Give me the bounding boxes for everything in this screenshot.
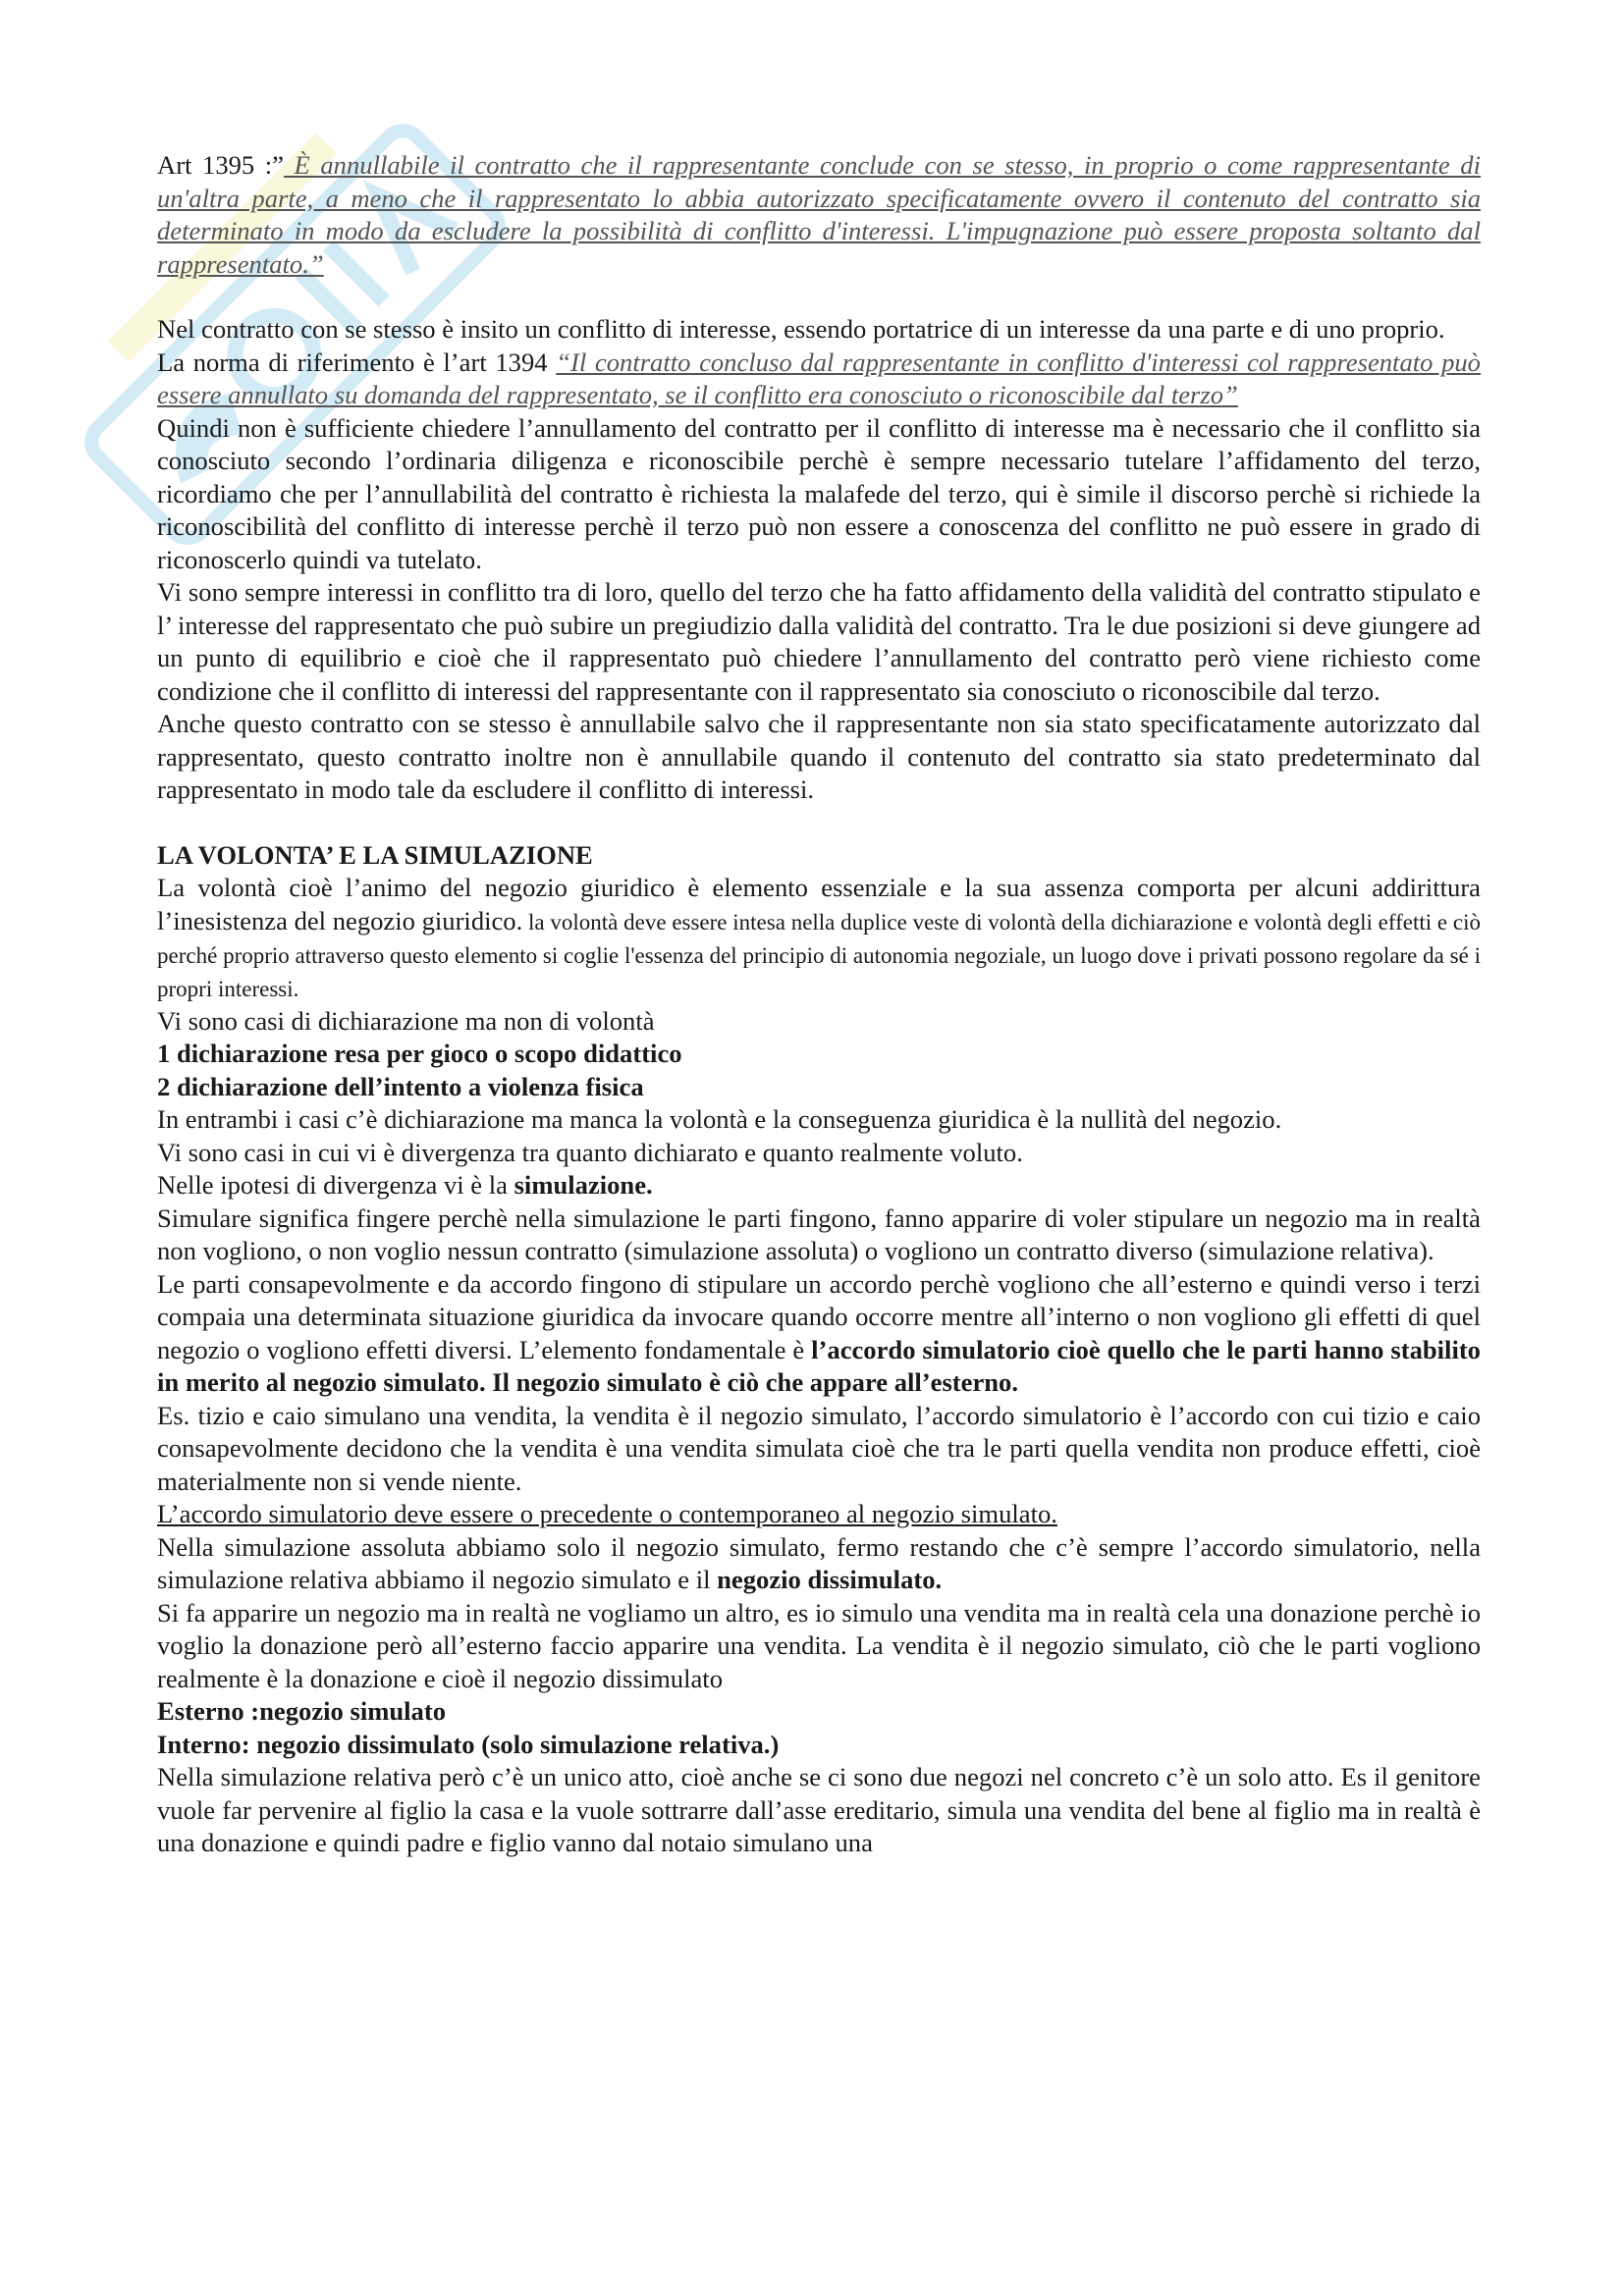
paragraph-divergenza: Vi sono casi in cui vi è divergenza tra quanto dichiarato e quanto realmente voluto.	[157, 1137, 1023, 1167]
paragraph-simulare: Simulare significa fingere perchè nella simulazione le parti fingono, fanno apparire di voler stipulare un negozio ma in realtà non vogliono, o non voglio nessun contratto (simulazione assoluta) o vogliono un contratto diverso (simulazione relativa).	[157, 1202, 1481, 1265]
paragraph-assoluta-relativa: Nella simulazione assoluta abbiamo solo il negozio simulato, fermo restando che c’è sempre l’accordo simulatorio, nella simulazione relativa abbiamo il negozio simulato e il negozio dissimulato.	[157, 1531, 1481, 1594]
paragraph-self-contract: Anche questo contratto con se stesso è annullabile salvo che il rappresentante non sia stato specificatamente autorizzato dal rappresentato, questo contratto inoltre non è annullabile quando il contenuto del contratto sia stato predeterminato dal rappresentato in modo tale da escludere il conflitto di interessi.	[157, 709, 1481, 804]
document-body	[157, 149, 1481, 1860]
paragraph-nullita: In entrambi i casi c’è dichiarazione ma manca la volontà e la conseguenza giuridica è la nullità del negozio.	[157, 1104, 1282, 1134]
paragraph-unico-atto: Nella simulazione relativa però c’è un unico atto, cioè anche se ci sono due negozi nel concreto c’è un solo atto. Es il genitore vuole far pervenire al figlio la casa e la vuole sottrarre dall’asse ereditario, simula una vendita del bene al figlio ma in realtà è una donazione e quindi padre e figlio vanno dal notaio simulano una	[157, 1762, 1481, 1857]
paragraph-conflict: Nel contratto con se stesso è insito un conflitto di interesse, essendo portatrice di un interesse da una parte e di uno proprio.	[157, 314, 1445, 344]
paragraph-art-1395	[157, 149, 1481, 281]
paragraph-annulment: Quindi non è sufficiente chiedere l’annullamento del contratto per il conflitto di interesse ma è necessario che il conflitto sia conosciuto secondo l’ordinaria diligenza e riconoscibile perchè è sempre necessario tutelare l’affidamento del terzo, ricordiamo che per l’annullabilità del contratto è richiesta la malafede del terzo, qui è simile il discorso perchè si richiede la riconoscibilità del conflitto di interesse perchè il terzo può non essere a conoscenza del conflitto ne può essere in grado di riconoscerlo quindi va tutelato.	[157, 412, 1481, 574]
paragraph-volonta: La volontà cioè l’animo del negozio giuridico è elemento essenziale e la sua assenza comporta per alcuni addirittura l’inesistenza del negozio giuridico. la volontà deve essere intesa nella duplice veste di volontà della dichiarazione e volontà degli effetti e ciò perché proprio attraverso questo elemento si coglie l'essenza del principio di autonomia negoziale, un luogo dove i privati possono regolare da sé i propri interessi.	[157, 873, 1481, 1001]
paragraph-accordo: Le parti consapevolmente e da accordo fingono di stipulare un accordo perchè vogliono che all’esterno e quindi verso i terzi compaia una determinata situazione giuridica da invocare quando occorre mentre all’interno o non vogliono gli effetti di quel negozio o vogliono effetti diversi. L’elemento fondamentale è l’accordo simulatorio cioè quello che le parti hanno stabilito in merito al negozio simulato. Il negozio simulato è ciò che appare all’esterno.	[157, 1268, 1481, 1397]
label-interno: Interno: negozio dissimulato (solo simulazione relativa.)	[157, 1729, 780, 1759]
paragraph-accordo-precedente: L’accordo simulatorio deve essere o precedente o contemporaneo al negozio simulato.	[157, 1499, 1057, 1528]
paragraph-interests: Vi sono sempre interessi in conflitto tra di loro, quello del terzo che ha fatto affidamento della validità del contratto stipulato e l’ interesse del rappresentato che può subire un pregiudizio dalla validità del contratto. Tra le due posizioni si deve giungere ad un punto di equilibrio e cioè che il rappresentato può chiedere l’annullamento del contratto però viene richiesto come condizione che il conflitto di interessi del rappresentante con il rappresentato sia conosciuto o riconoscibile dal terzo.	[157, 577, 1481, 706]
paragraph-esempio: Es. tizio e caio simulano una vendita, la vendita è il negozio simulato, l’accordo simulatorio è l’accordo con cui tizio e caio consapevolmente decidono che la vendita è una vendita simulata cioè che tra le parti quella vendita non produce effetti, cioè materialmente non si vende niente.	[157, 1400, 1481, 1496]
paragraph-ipotesi: Nelle ipotesi di divergenza vi è la simulazione.	[157, 1170, 653, 1200]
paragraph-art-1394	[157, 347, 1481, 412]
paragraph-donazione: Si fa apparire un negozio ma in realtà ne vogliamo un altro, es io simulo una vendita ma in realtà cela una donazione perchè io voglio la donazione però all’esterno faccio apparire una vendita. La vendita è il negozio simulato, ciò che le parti vogliono realmente è la donazione e cioè il negozio dissimulato	[157, 1597, 1481, 1693]
section-heading: LA VOLONTA’ E LA SIMULAZIONE	[157, 839, 593, 870]
paragraph-casi: Vi sono casi di dichiarazione ma non di volontà	[157, 1005, 655, 1036]
art-1394-label: La norma di riferimento è l’art 1394	[157, 347, 557, 377]
art-1395-label: Art 1395 :”	[157, 150, 284, 180]
label-esterno: Esterno :negozio simulato	[157, 1696, 446, 1726]
list-item-1: 1 dichiarazione resa per gioco o scopo didattico	[157, 1039, 682, 1068]
art-1395-quote: È annullabile il contratto che il rappresentante conclude con se stesso, in proprio o come rappresentante di un'altra parte, a meno che il rappresentato lo abbia autorizzato specificatamente ovvero il contenuto del contratto sia determinato in modo da escludere la possibilità di conflitto d'interessi. L'impugnazione può essere proposta soltanto dal rappresentato.”	[157, 150, 1481, 279]
list-item-2: 2 dichiarazione dell’intento a violenza fisica	[157, 1071, 644, 1101]
art-1394-quote: “Il contratto concluso dal rappresentante in conflitto d'interessi col rappresentato può essere annullato su domanda del rappresentato, se il conflitto era conosciuto o riconoscibile dal terzo”	[157, 347, 1481, 409]
